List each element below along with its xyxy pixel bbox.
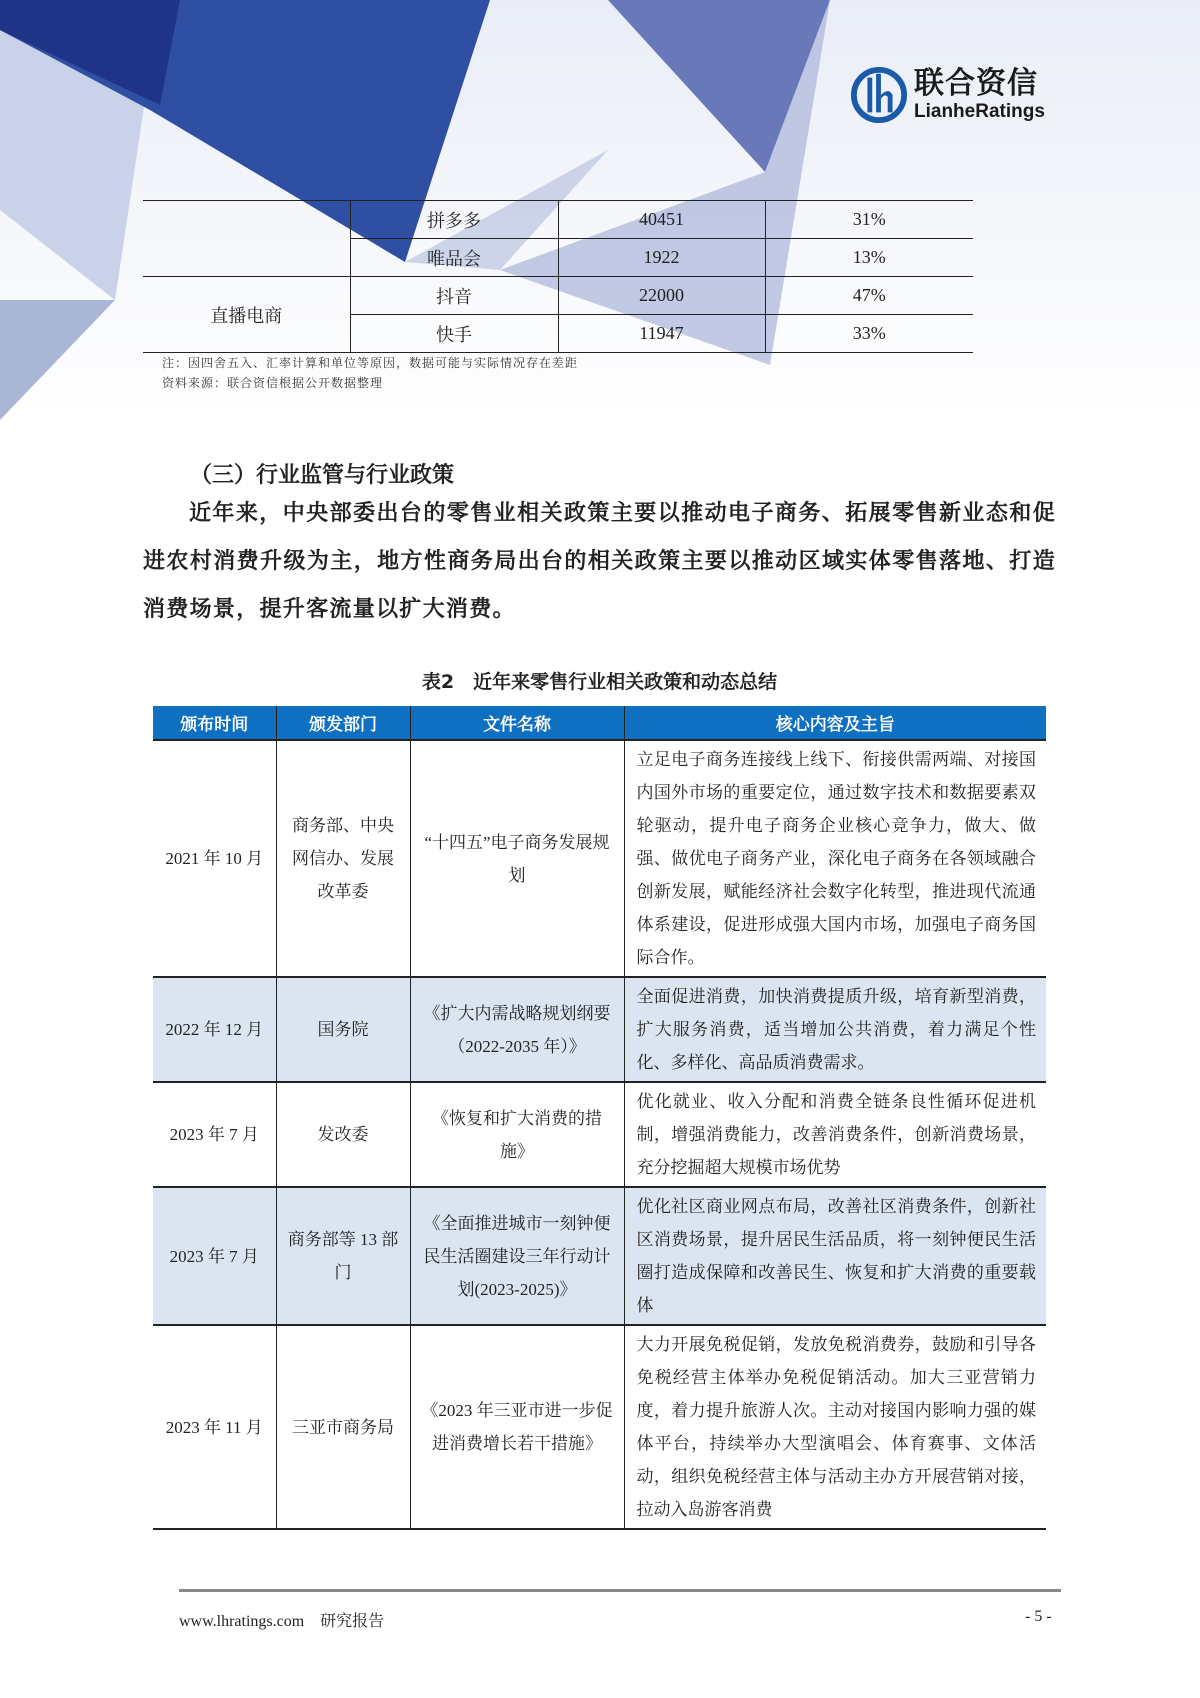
footer-left xyxy=(179,1608,384,1631)
doc-cell: 《恢复和扩大消费的措施》 xyxy=(410,1082,624,1187)
doc-cell: 《全面推进城市一刻钟便民生活圈建设三年行动计划(2023-2025)》 xyxy=(410,1187,624,1325)
category-cell xyxy=(143,201,350,277)
dept-cell: 三亚市商务局 xyxy=(276,1325,410,1529)
lianhe-logo-icon xyxy=(850,66,908,124)
page-number: - 5 - xyxy=(1025,1608,1052,1625)
doc-cell: “十四五”电子商务发展规划 xyxy=(410,740,624,977)
date-cell: 2021 年 10 月 xyxy=(153,740,276,977)
platform-cell: 快手 xyxy=(350,315,558,353)
company-logo xyxy=(850,66,1045,124)
value-cell: 11947 xyxy=(558,315,765,353)
column-header: 核心内容及主旨 xyxy=(624,706,1046,740)
column-header: 颁布时间 xyxy=(153,706,276,740)
platform-cell: 拼多多 xyxy=(350,201,558,239)
table-row xyxy=(143,201,973,239)
pct-cell: 31% xyxy=(765,201,973,239)
value-cell: 22000 xyxy=(558,277,765,315)
table-source: 资料来源：联合资信根据公开数据整理 xyxy=(162,376,384,390)
dept-cell: 商务部等 13 部门 xyxy=(276,1187,410,1325)
category-cell: 直播电商 xyxy=(143,277,350,353)
value-cell: 1922 xyxy=(558,239,765,277)
value-cell: 40451 xyxy=(558,201,765,239)
table-note: 注：因四舍五入、汇率计算和单位等原因，数据可能与实际情况存在差距 xyxy=(162,356,579,370)
dept-cell: 国务院 xyxy=(276,977,410,1082)
table-row xyxy=(153,1082,1046,1187)
table-row xyxy=(153,1187,1046,1325)
content-cell: 立足电子商务连接线上线下、衔接供需两端、对接国内国外市场的重要定位，通过数字技术和数据要素双轮驱动，提升电子商务企业核心竞争力，做大、做强、做优电子商务产业，深化电子商务在各领域融合创新发展，赋能经济社会数字化转型，推进现代流通体系建设，促进形成强大国内市场，加强电子商务国际合作。 xyxy=(624,740,1046,977)
column-header: 颁发部门 xyxy=(276,706,410,740)
section-heading: （三）行业监管与行业政策 xyxy=(190,463,455,488)
date-cell: 2023 年 7 月 xyxy=(153,1082,276,1187)
pct-cell: 47% xyxy=(765,277,973,315)
content-cell: 大力开展免税促销，发放免税消费券，鼓励和引导各免税经营主体举办免税促销活动。加大三亚营销力度，着力提升旅游人次。主动对接国内影响力强的媒体平台，持续举办大型演唱会、体育赛事、文体活动，组织免税经营主体与活动主办方开展营销对接，拉动入岛游客消费 xyxy=(624,1325,1046,1529)
table-row xyxy=(153,1325,1046,1529)
pct-cell: 13% xyxy=(765,239,973,277)
table-row xyxy=(153,740,1046,977)
content-cell: 优化社区商业网点布局，改善社区消费条件，创新社区消费场景，提升居民生活品质，将一刻钟便民生活圈打造成保障和改善民生、恢复和扩大消费的重要载体 xyxy=(624,1187,1046,1325)
doc-cell: 《2023 年三亚市进一步促进消费增长若干措施》 xyxy=(410,1325,624,1529)
content-cell: 全面促进消费，加快消费提质升级，培育新型消费，扩大服务消费，适当增加公共消费，着力满足个性化、多样化、高品质消费需求。 xyxy=(624,977,1046,1082)
table-caption: 表2 近年来零售行业相关政策和动态总结 xyxy=(421,671,778,693)
date-cell: 2022 年 12 月 xyxy=(153,977,276,1082)
footer-website-link[interactable]: www.lhratings.com xyxy=(179,1613,305,1630)
table-row xyxy=(143,277,973,315)
table-header-row xyxy=(153,706,1046,740)
dept-cell: 商务部、中央网信办、发展改革委 xyxy=(276,740,410,977)
content-cell: 优化就业、收入分配和消费全链条良性循环促进机制，增强消费能力，改善消费条件，创新消费场景，充分挖掘超大规模市场优势 xyxy=(624,1082,1046,1187)
date-cell: 2023 年 11 月 xyxy=(153,1325,276,1529)
date-cell: 2023 年 7 月 xyxy=(153,1187,276,1325)
column-header: 文件名称 xyxy=(410,706,624,740)
table-row xyxy=(153,977,1046,1082)
footer-divider xyxy=(179,1589,1061,1592)
dept-cell: 发改委 xyxy=(276,1082,410,1187)
platform-table xyxy=(143,200,973,353)
pct-cell: 33% xyxy=(765,315,973,353)
footer-report-type: 研究报告 xyxy=(320,1613,385,1630)
doc-cell: 《扩大内需战略规划纲要（2022-2035 年）》 xyxy=(410,977,624,1082)
policy-table xyxy=(153,706,1046,1530)
platform-cell: 唯品会 xyxy=(350,239,558,277)
logo-cn-text: 联合资信 xyxy=(914,66,1038,101)
logo-en-text: LianheRatings xyxy=(914,101,1045,122)
platform-cell: 抖音 xyxy=(350,277,558,315)
section-paragraph: 近年来，中央部委出台的零售业相关政策主要以推动电子商务、拓展零售新业态和促进农村消费升级为主，地方性商务局出台的相关政策主要以推动区域实体零售落地、打造消费场景，提升客流量以扩大消费。 xyxy=(143,500,1056,622)
